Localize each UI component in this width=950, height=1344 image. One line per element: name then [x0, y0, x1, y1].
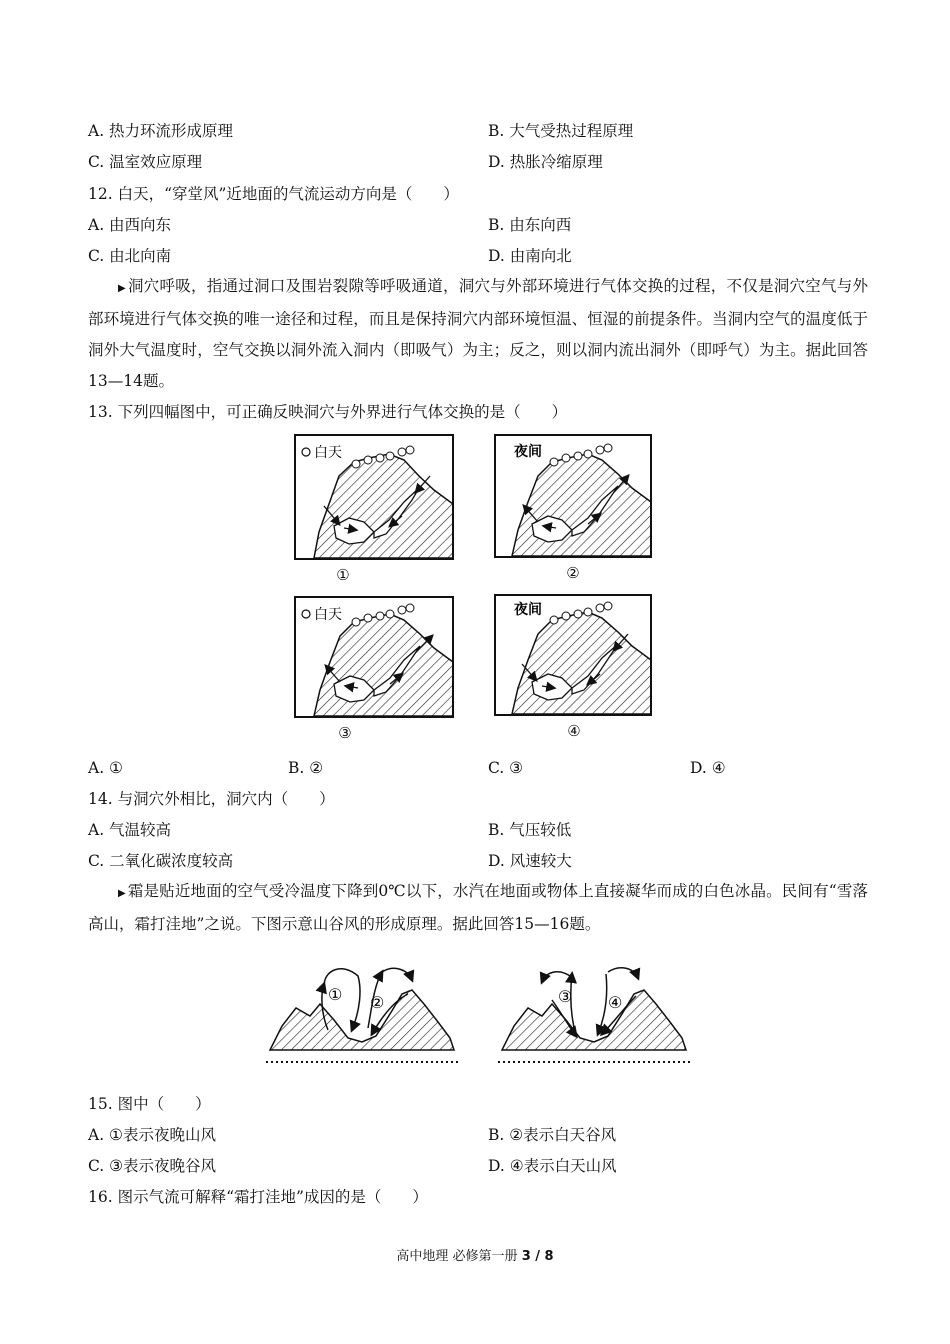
q11-option-c[interactable]: C. 温室效应原理	[88, 153, 203, 171]
passage-frost-text: 霜是贴近地面的空气受冷温度下降到0℃以下，水汽在地面或物体上直接凝华而成的白色冰晶。民间有“雪落高山，霜打洼地”之说。下图示意山谷风的形成原理。据此回答15—16题。	[88, 882, 868, 933]
valley-label-3: ③	[558, 987, 573, 1006]
cave-figure-3-label: ③	[338, 724, 352, 742]
q13-option-d[interactable]: D. ④	[690, 759, 726, 777]
q14-option-d[interactable]: D. 风速较大	[488, 852, 572, 870]
cave-figure-2-label: ②	[566, 564, 580, 582]
q12-option-b[interactable]: B. 由东向西	[488, 216, 572, 234]
page-number: 3 / 8	[521, 1249, 554, 1264]
q13-option-c[interactable]: C. ③	[488, 759, 524, 777]
passage-marker-icon: ▶	[118, 888, 126, 899]
page-footer	[0, 1245, 950, 1264]
cave-figure-3-tag: 白天	[314, 607, 342, 623]
q11-option-d[interactable]: D. 热胀冷缩原理	[488, 153, 603, 171]
cave-figure-1	[294, 434, 454, 564]
q12-option-d[interactable]: D. 由南向北	[488, 247, 572, 265]
passage-cave-breathing	[88, 271, 868, 397]
cave-figure-2	[494, 434, 652, 562]
footer-subject: 高中地理 必修第一册	[396, 1249, 522, 1264]
q11-option-a[interactable]: A. 热力环流形成原理	[88, 122, 234, 140]
valley-label-4: ④	[608, 993, 623, 1012]
valley-label-1: ①	[328, 985, 343, 1004]
cave-figure-4-label: ④	[567, 722, 581, 740]
q13-option-b[interactable]: B. ②	[288, 759, 324, 777]
cave-figure-4	[494, 594, 652, 720]
cave-figure-4-tag: 夜间	[514, 602, 542, 618]
passage-cave-text: 洞穴呼吸，指通过洞口及围岩裂隙等呼吸通道，洞穴与外部环境进行气体交换的过程，不仅是洞穴空气与外部环境进行气体交换的唯一途径和过程，而且是保持洞穴内部环境恒温、恒湿的前提条件。当洞内空气的温度低于洞外大气温度时，空气交换以洞外流入洞内（即吸气）为主；反之，则以洞内流出洞外（即呼气）为主。据此回答13—14题。	[88, 277, 868, 390]
passage-marker-icon: ▶	[118, 283, 126, 294]
q14-stem: 14. 与洞穴外相比，洞穴内（ ）	[88, 790, 335, 808]
cave-figure-1-tag: 白天	[314, 445, 342, 461]
passage-frost	[88, 876, 868, 940]
q12-option-a[interactable]: A. 由西向东	[88, 216, 172, 234]
q14-option-c[interactable]: C. 二氧化碳浓度较高	[88, 852, 234, 870]
q15-option-a[interactable]: A. ①表示夜晚山风	[88, 1126, 216, 1144]
q15-option-b[interactable]: B. ②表示白天谷风	[488, 1126, 617, 1144]
q15-option-c[interactable]: C. ③表示夜晚谷风	[88, 1157, 217, 1175]
cave-figure-2-tag: 夜间	[514, 444, 542, 460]
q11-option-b[interactable]: B. 大气受热过程原理	[488, 122, 634, 140]
valley-wind-figure-right	[496, 950, 696, 1072]
q12-option-c[interactable]: C. 由北向南	[88, 247, 172, 265]
q12-stem: 12. 白天，“穿堂风”近地面的气流运动方向是（ ）	[88, 185, 459, 203]
q13-stem: 13. 下列四幅图中，可正确反映洞穴与外界进行气体交换的是（ ）	[88, 403, 568, 421]
q15-option-d[interactable]: D. ④表示白天山风	[488, 1157, 617, 1175]
valley-label-2: ②	[370, 993, 385, 1012]
cave-figure-1-label: ①	[336, 566, 350, 584]
q14-option-a[interactable]: A. 气温较高	[88, 821, 172, 839]
q13-option-a[interactable]: A. ①	[88, 759, 123, 777]
q16-stem: 16. 图示气流可解释“霜打洼地”成因的是（ ）	[88, 1188, 428, 1206]
q14-option-b[interactable]: B. 气压较低	[488, 821, 572, 839]
q15-stem: 15. 图中（ ）	[88, 1095, 211, 1113]
valley-wind-figure-left	[262, 950, 462, 1072]
cave-figure-3	[294, 596, 454, 722]
